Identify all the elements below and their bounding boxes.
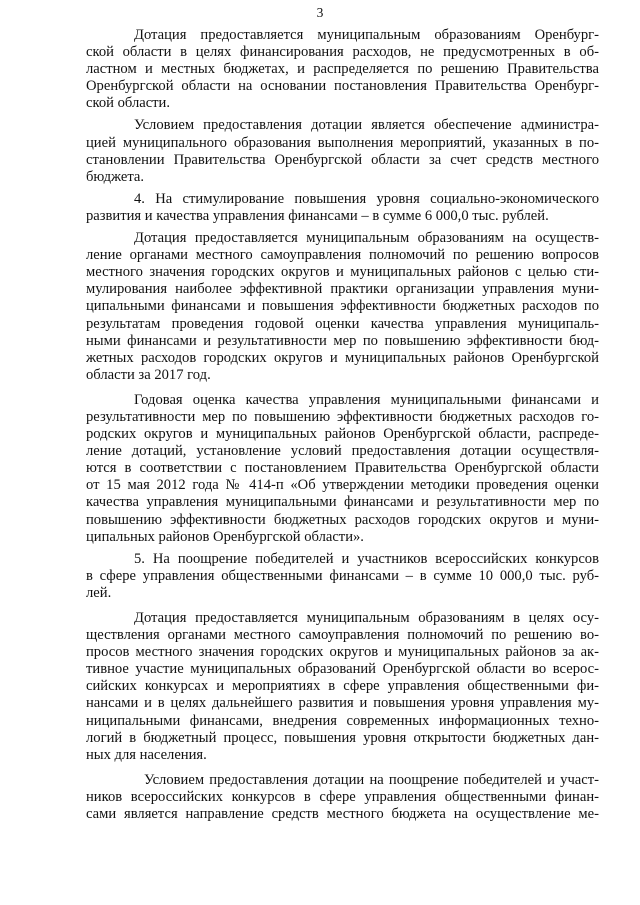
- paragraph-subsidy-purpose: [86, 27, 599, 112]
- text-line: повышению эффективности бюджетных расходов городских округов и муни-: [86, 511, 599, 528]
- text-line: местного значения городских округов и муниципальных районов с целью сти-: [86, 264, 599, 281]
- text-line: ластном и местных бюджетах, и распределяется по решению Правительства: [86, 61, 599, 78]
- paragraph-subsidy-condition: [86, 117, 599, 185]
- text-line: 4. На стимулирование повышения уровня социально-экономического: [134, 190, 599, 207]
- text-line: результатам проведения годовой оценки качества управления муниципаль-: [86, 315, 599, 332]
- paragraph-annual-assessment: [86, 392, 599, 546]
- text-line: Дотация предоставляется муниципальным образованиям на осуществ-: [134, 230, 599, 247]
- text-line: Дотация предоставляется муниципальным образованиям в целях осу-: [134, 610, 599, 626]
- text-line: Годовая оценка качества управления муниципальными финансами и: [134, 391, 599, 408]
- text-line: ление дотаций, установление условий предоставления дотации осуществля-: [86, 443, 599, 460]
- text-line: становлении Правительства Оренбургской области за счет средств местного: [86, 151, 599, 168]
- paragraph-item-4: [86, 191, 599, 225]
- text-line: сийских конкурсах и мероприятиях в сфере управления общественными фи-: [86, 678, 599, 695]
- text-line: ных для населения.: [86, 746, 207, 763]
- text-line: Условием предоставления дотации на поощрение победителей и участ-: [144, 771, 599, 788]
- text-line: 5. На поощрение победителей и участников всероссийских конкурсов: [134, 550, 599, 567]
- text-line: в сфере управления общественными финансами – в сумме 10 000,0 тыс. руб-: [86, 567, 599, 584]
- text-line: цией муниципального образования выполнения мероприятий, указанных в по-: [86, 134, 599, 151]
- text-line: тивное участие муниципальных образований Оренбургской области во всерос-: [86, 661, 599, 678]
- text-line: ципальными финансами и повышения эффективности бюджетных расходов по: [86, 298, 599, 315]
- text-line: качества управления муниципальными финансами и результативности мер по: [86, 494, 599, 511]
- text-line: Условием предоставления дотации является обеспечение администра-: [134, 117, 599, 134]
- text-line: ществления органами местного самоуправления полномочий по решению во-: [86, 627, 599, 644]
- text-line: области за 2017 год.: [86, 366, 211, 383]
- paragraph-contest-subsidy: [86, 610, 599, 764]
- text-line: просов местного значения городских округов и муниципальных районов за ак-: [86, 644, 599, 661]
- text-line: родских округов и муниципальных районов Оренбургской области, распреде-: [86, 426, 599, 443]
- paragraph-item-5: [86, 551, 599, 602]
- text-line: Оренбургской области на основании постановления Правительства Оренбург-: [86, 78, 599, 95]
- paragraph-subsidy-description: [86, 230, 599, 384]
- text-line: результативности мер по повышению эффективности бюджетных расходов го-: [86, 408, 599, 425]
- text-line: лей.: [86, 584, 112, 601]
- text-line: мулирования наиболее эффективной практики организации управления муни-: [86, 281, 599, 298]
- text-line: жетных расходов городских округов и муниципальных районов Оренбургской: [86, 349, 599, 366]
- text-line: логий в бюджетный процесс, повышения уровня открытости бюджетных дан-: [86, 729, 599, 746]
- text-line: ской области.: [86, 95, 171, 112]
- text-line: бюджета.: [86, 168, 145, 185]
- text-line: развития и качества управления финансами – в сумме 6 000,0 тыс. рублей.: [86, 207, 549, 224]
- text-line: сами является направление средств местного бюджета на осуществление ме-: [86, 806, 599, 823]
- document-body: [86, 27, 599, 823]
- text-line: ление органами местного самоуправления полномочий по решению вопросов: [86, 247, 599, 264]
- page-number: 3: [316, 5, 324, 20]
- text-line: нансами и в целях дальнейшего развития и повышения уровня управления му-: [86, 695, 599, 712]
- text-line: ников всероссийских конкурсов в сфере управления общественными финан-: [86, 788, 599, 805]
- text-line: ципальных районов Оренбургской области».: [86, 528, 364, 545]
- text-line: ными финансами и результативности мер по повышению эффективности бюд-: [86, 332, 599, 349]
- text-line: ниципальными финансами, внедрения современных информационных техно-: [86, 712, 599, 729]
- paragraph-contest-condition: [86, 772, 599, 823]
- text-line: Дотация предоставляется муниципальным образованиям Оренбург-: [134, 27, 599, 43]
- text-line: от 15 мая 2012 года № 414-п «Об утверждении методики проведения оценки: [86, 477, 599, 494]
- text-line: ской области в целях финансирования расходов, не предусмотренных в об-: [86, 44, 599, 61]
- text-line: ются в соответствии с постановлением Правительства Оренбургской области: [86, 460, 599, 477]
